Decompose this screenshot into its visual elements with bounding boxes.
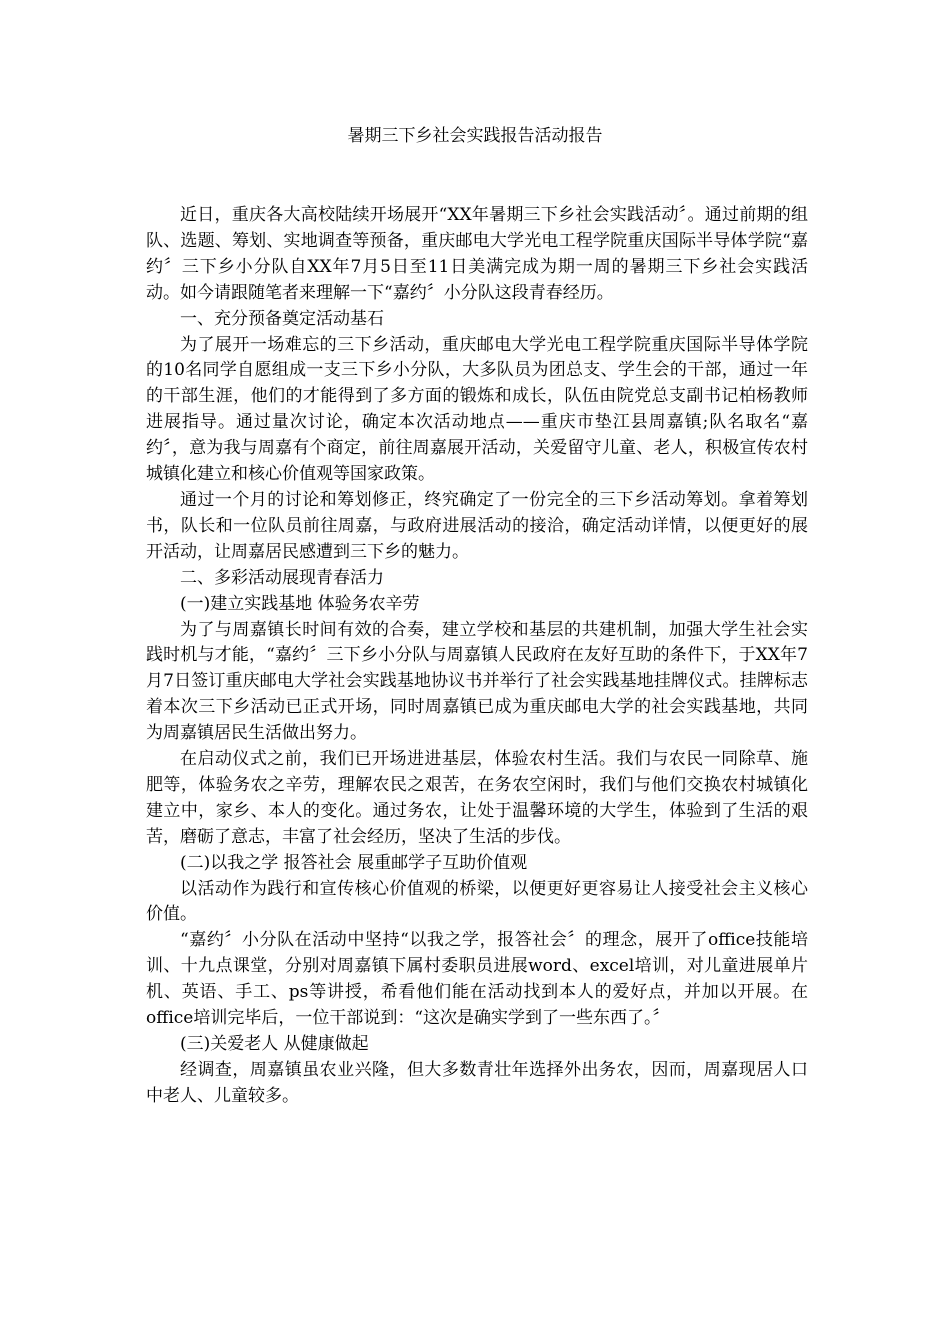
paragraph: 在启动仪式之前，我们已开场进进基层，体验农村生活。我们与农民一同除草、施肥等，体验务农之辛劳，理解农民之艰苦，在务农空闲时，我们与他们交换农村城镇化建立中，家乡、本人的变化。通过务农，让处于温馨环境的大学生，体验到了生活的艰苦，磨砺了意志，丰富了社会经历，坚决了生活的步伐。 [146, 749, 808, 847]
paragraph: 经调查，周嘉镇虽农业兴隆，但大多数青壮年选择外出务农，因而，周嘉现居人口中老人、儿童较多。 [146, 1059, 808, 1106]
paragraph: 为了与周嘉镇长时间有效的合奏，建立学校和基层的共建机制，加强大学生社会实践时机与才能，“嘉约〞三下乡小分队与周嘉镇人民政府在友好互助的条件下，于XX年7月7日签订重庆邮电大学社会实践基地协议书并举行了社会实践基地挂牌仪式。挂牌标志着本次三下乡活动已正式开场，同时周嘉镇已成为重庆邮电大学的社会实践基地，共同为周嘉镇居民生活做出努力。 [146, 619, 808, 744]
paragraph: 通过一个月的讨论和筹划修正，终究确定了一份完全的三下乡活动筹划。拿着筹划书，队长和一位队员前往周嘉，与政府进展活动的接洽，确定活动详情，以便更好的展开活动，让周嘉居民感遭到三下乡的魅力。 [146, 489, 808, 562]
paragraph: 近日，重庆各大高校陆续开场展开“XX年暑期三下乡社会实践活动〞。通过前期的组队、选题、筹划、实地调查等预备，重庆邮电大学光电工程学院重庆国际半导体学院“嘉约〞三下乡小分队自XX年7月5日至11日美满完成为期一周的暑期三下乡社会实践活动。如今请跟随笔者来理解一下“嘉约〞小分队这段青春经历。 [146, 205, 808, 303]
subsection-heading: (三)关爱老人 从健康做起 [180, 1034, 369, 1054]
section-heading: 一、充分预备奠定活动基石 [180, 308, 384, 329]
document-body [146, 203, 808, 1110]
paragraph: 以活动作为践行和宣传核心价值观的桥梁，以便更好更容易让人接受社会主义核心价值。 [146, 878, 808, 925]
document-title: 暑期三下乡社会实践报告活动报告 [347, 126, 603, 146]
subsection-heading: (二)以我之学 报答社会 展重邮学子互助价值观 [180, 852, 528, 873]
section-heading: 二、多彩活动展现青春活力 [180, 567, 384, 588]
paragraph: 为了展开一场难忘的三下乡活动，重庆邮电大学光电工程学院重庆国际半导体学院的10名同学自愿组成一支三下乡小分队，大多队员为团总支、学生会的干部，通过一年的干部生涯，他们的才能得到了多方面的锻炼和成长，队伍由院党总支副书记柏杨教师进展指导。通过量次讨论，确定本次活动地点——重庆市垫江县周嘉镇;队名取名“嘉约〞，意为我与周嘉有个商定，前往周嘉展开活动，关爱留守儿童、老人，积极宣传农村城镇化建立和核心价值观等国家政策。 [146, 334, 808, 485]
subsection-heading: (一)建立实践基地 体验务农辛劳 [180, 593, 420, 614]
paragraph: “嘉约〞小分队在活动中坚持“以我之学，报答社会〞的理念，展开了office技能培训、十九点课堂，分别对周嘉镇下属村委职员进展word、excel培训，对儿童进展单片机、英语、手工、ps等讲授，希看他们能在活动找到本人的爱好点，并加以开展。在office培训完毕后，一位干部说到：“这次是确实学到了一些东西了。〞 [146, 930, 808, 1029]
